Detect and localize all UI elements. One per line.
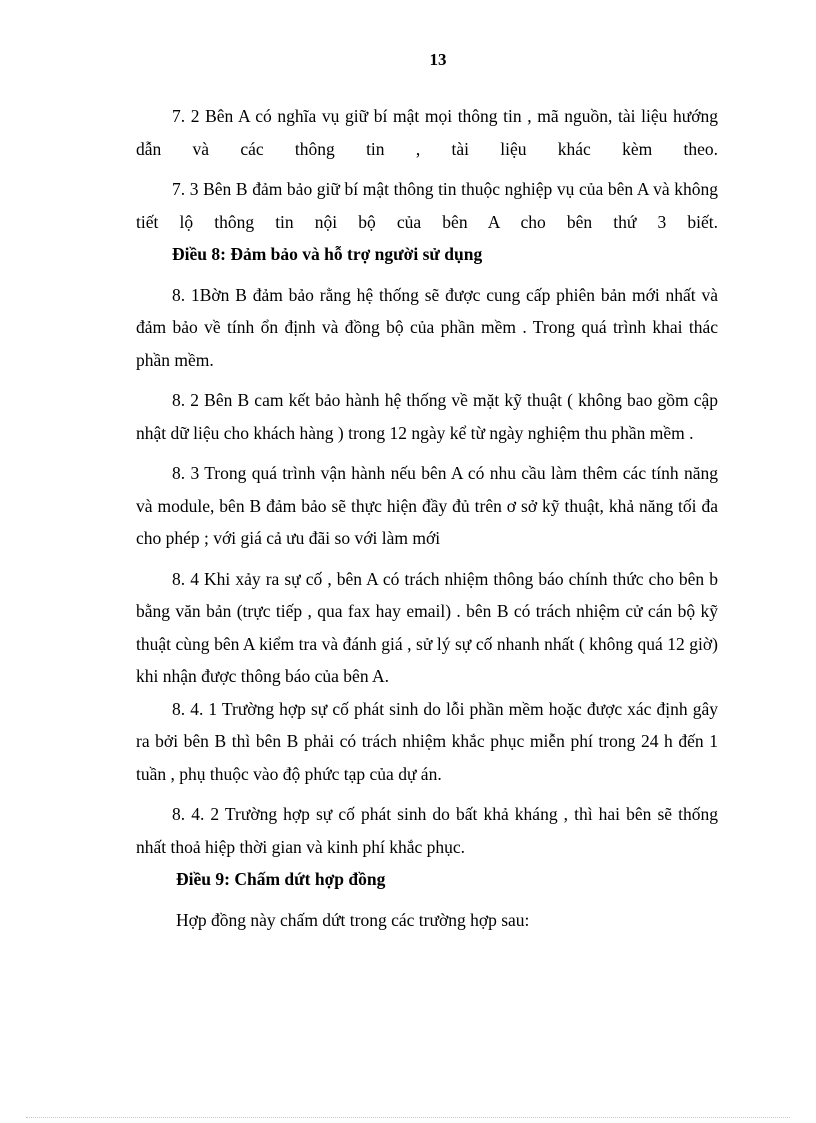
clause-8-4-1: 8. 4. 1 Trường hợp sự cố phát sinh do lỗi phần mềm hoặc được xác định gây ra bởi bên B thì bên B phải có trách nhiệm khắc phục miễn phí trong 24 h đến 1 tuần , phụ thuộc vào độ phức tạp của dự án. (136, 698, 718, 784)
page-bottom-divider (26, 1117, 790, 1118)
document-body (136, 100, 718, 936)
clause-8-4-2: 8. 4. 2 Trường hợp sự cố phát sinh do bất khả kháng , thì hai bên sẽ thống nhất thoả hiệp thời gian và kinh phí khắc phục. (136, 804, 718, 857)
clause-8-4: 8. 4 Khi xảy ra sự cố , bên A có trách nhiệm thông báo chính thức cho bên b bằng văn bản (trực tiếp , qua fax hay email) . bên B có trách nhiệm cử cán bộ kỹ thuật cùng bên A kiểm tra và đánh giá , sử lý sự cố nhanh nhất ( không quá 12 giờ) khi nhận được thông báo của bên A. (136, 568, 718, 686)
clause-8-2: 8. 2 Bên B cam kết bảo hành hệ thống về mặt kỹ thuật ( không bao gồm cập nhật dữ liệu cho khách hàng ) trong 12 ngày kể từ ngày nghiệm thu phần mềm . (136, 390, 718, 443)
clause-8-3: 8. 3 Trong quá trình vận hành nếu bên A có nhu cầu làm thêm các tính năng và module, bên B đảm bảo sẽ thực hiện đầy đủ trên ơ sở kỹ thuật, khả năng tối đa cho phép ; với giá cả ưu đãi so với làm mới (136, 463, 718, 548)
clause-7-2: 7. 2 Bên A có nghĩa vụ giữ bí mật mọi thông tin , mã nguồn, tài liệu hướng dẫn và các thông tin , tài liệu khác kèm theo. (136, 106, 718, 159)
clause-7-3: 7. 3 Bên B đảm bảo giữ bí mật thông tin thuộc nghiệp vụ của bên A và không tiết lộ thông tin nội bộ của bên A cho bên thứ 3 biết. (136, 179, 718, 232)
clause-8-1: 8. 1Bờn B đảm bảo rằng hệ thống sẽ được cung cấp phiên bản mới nhất và đảm bảo về tính ổn định và đồng bộ của phần mềm . Trong quá trình khai thác phần mềm. (136, 284, 718, 370)
article-9-heading: Điều 9: Chấm dứt hợp đồng (176, 869, 386, 889)
article-9-intro: Hợp đồng này chấm dứt trong các trường hợp sau: (176, 909, 530, 930)
page-number: 13 (429, 50, 447, 69)
article-8-heading: Điều 8: Đảm bảo và hỗ trợ người sử dụng (172, 244, 483, 264)
